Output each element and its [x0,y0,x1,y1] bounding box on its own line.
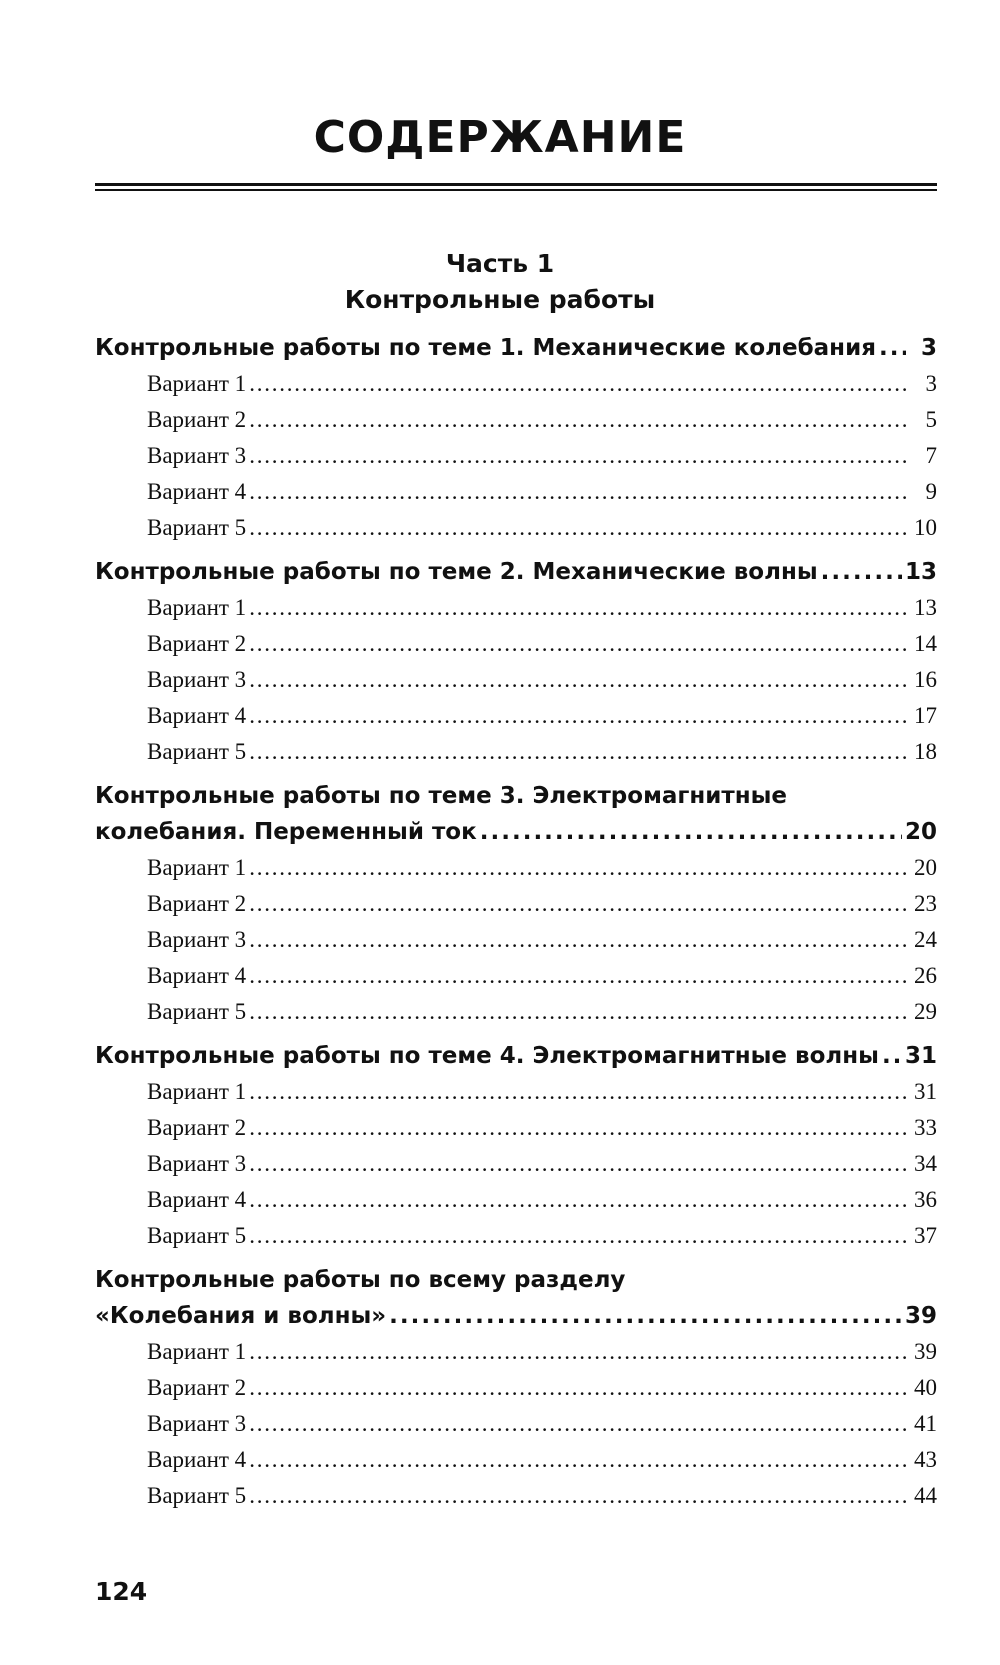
toc-section [95,778,937,1030]
toc-section-heading[interactable] [95,1038,937,1074]
variant-page-number: 14 [914,631,937,656]
dot-leader [249,958,906,994]
dot-leader [249,886,906,922]
toc-variant-entry[interactable] [95,1218,937,1254]
toc-variant-entry[interactable] [95,698,937,734]
dot-leader [249,438,906,474]
variant-label: Вариант 5 [147,999,247,1024]
variant-label: Вариант 4 [147,963,247,988]
dot-leader [249,1334,906,1370]
toc-variant-entry[interactable] [95,734,937,770]
variant-page-number: 43 [914,1447,937,1472]
dot-leader [249,1442,906,1478]
toc-variant-entry[interactable] [95,474,937,510]
section-heading-line [95,330,937,366]
section-heading-line [95,814,937,850]
variant-label: Вариант 1 [147,1339,247,1364]
toc-variant-entry[interactable] [95,366,937,402]
variant-page-number: 39 [914,1339,937,1364]
dot-leader [249,734,906,770]
dot-leader [249,402,906,438]
variant-page-number: 44 [914,1483,937,1508]
variant-label: Вариант 4 [147,1187,247,1212]
variant-page-number: 24 [914,927,937,952]
dot-leader [249,662,906,698]
dot-leader [249,366,906,402]
toc-variant-entry[interactable] [95,922,937,958]
dot-leader [389,1298,902,1334]
dot-leader [249,590,906,626]
variant-page-number: 31 [914,1079,937,1104]
variant-page-number: 7 [925,443,937,468]
dot-leader [249,1218,906,1254]
toc-variant-entry[interactable] [95,662,937,698]
part-title: Контрольные работы [344,285,656,314]
variant-label: Вариант 2 [147,407,247,432]
variant-page-number: 23 [914,891,937,916]
variant-page-number: 37 [914,1223,937,1248]
variant-label: Вариант 5 [147,739,247,764]
dot-leader [249,1478,906,1514]
title-rule-thin [95,189,937,191]
dot-leader [879,330,906,366]
variant-page-number: 16 [914,667,937,692]
variant-label: Вариант 2 [147,631,247,656]
variant-label: Вариант 2 [147,891,247,916]
dot-leader [249,850,906,886]
variant-label: Вариант 3 [147,667,247,692]
section-heading-label: Контрольные работы по теме 2. Механические волны [95,559,818,585]
section-heading-line [95,1038,937,1074]
part-number: Часть 1 [445,249,555,278]
variant-page-number: 9 [925,479,937,504]
toc-section [95,1038,937,1254]
variant-label: Вариант 5 [147,515,247,540]
variant-page-number: 34 [914,1151,937,1176]
variant-label: Вариант 5 [147,1223,247,1248]
section-heading-line [95,554,937,590]
variant-page-number: 18 [914,739,937,764]
dot-leader [249,922,906,958]
toc-variant-entry[interactable] [95,1334,937,1370]
variant-page-number: 26 [914,963,937,988]
dot-leader [249,698,906,734]
dot-leader [249,1074,906,1110]
toc-section [95,554,937,770]
section-page-number: 13 [904,559,937,585]
variant-label: Вариант 5 [147,1483,247,1508]
section-heading-label: Контрольные работы по теме 1. Механические колебания [95,335,876,361]
toc-variant-entry[interactable] [95,1406,937,1442]
section-heading-label: «Колебания и волны» [95,1303,387,1329]
variant-label: Вариант 3 [147,1411,247,1436]
title-rule-thick [95,183,937,186]
variant-page-number: 13 [914,595,937,620]
section-heading-first-line: Контрольные работы по всему разделу [95,1267,626,1293]
dot-leader [480,814,902,850]
page-number: 124 [95,1577,148,1606]
dot-leader [249,1146,906,1182]
dot-leader [249,1110,906,1146]
variant-label: Вариант 3 [147,1151,247,1176]
dot-leader [882,1038,902,1074]
toc-variant-entry[interactable] [95,402,937,438]
dot-leader [249,510,906,546]
toc-section-heading[interactable] [95,554,937,590]
section-heading-label: колебания. Переменный ток [95,819,477,845]
toc-variant-entry[interactable] [95,1478,937,1514]
variant-label: Вариант 4 [147,703,247,728]
toc-variant-entry[interactable] [95,438,937,474]
toc-section-heading[interactable] [95,778,937,850]
variant-page-number: 17 [914,703,937,728]
toc-variant-entry[interactable] [95,590,937,626]
variant-label: Вариант 3 [147,443,247,468]
variant-label: Вариант 4 [147,1447,247,1472]
section-heading-line [95,1298,937,1334]
section-heading-label: Контрольные работы по теме 4. Электромагнитные волны [95,1043,879,1069]
toc-variant-entry[interactable] [95,958,937,994]
variant-label: Вариант 2 [147,1115,247,1140]
toc-section [95,330,937,546]
variant-page-number: 5 [925,407,937,432]
toc-variant-entry[interactable] [95,1182,937,1218]
dot-leader [821,554,902,590]
variant-page-number: 41 [914,1411,937,1436]
variant-label: Вариант 3 [147,927,247,952]
dot-leader [249,1182,906,1218]
toc-variant-entry[interactable] [95,1370,937,1406]
toc-variant-entry[interactable] [95,626,937,662]
variant-label: Вариант 2 [147,1375,247,1400]
section-page-number: 20 [904,819,937,845]
page-title: СОДЕРЖАНИЕ [313,112,687,163]
variant-label: Вариант 1 [147,1079,247,1104]
variant-label: Вариант 1 [147,855,247,880]
toc-variant-entry[interactable] [95,1146,937,1182]
toc-section [95,1262,937,1514]
variant-page-number: 20 [914,855,937,880]
toc-variant-entry[interactable] [95,994,937,1030]
toc-variant-entry[interactable] [95,886,937,922]
variant-label: Вариант 1 [147,595,247,620]
variant-page-number: 29 [914,999,937,1024]
variant-page-number: 40 [914,1375,937,1400]
table-of-contents [95,330,937,1522]
variant-label: Вариант 4 [147,479,247,504]
variant-label: Вариант 1 [147,371,247,396]
dot-leader [249,1406,906,1442]
toc-variant-entry[interactable] [95,510,937,546]
section-heading-first-line: Контрольные работы по теме 3. Электромагнитные [95,783,788,809]
dot-leader [249,626,906,662]
toc-section-heading[interactable] [95,330,937,366]
variant-page-number: 33 [914,1115,937,1140]
dot-leader [249,474,906,510]
section-page-number: 31 [904,1043,937,1069]
section-page-number: 3 [920,335,937,361]
section-page-number: 39 [904,1303,937,1329]
toc-variant-entry[interactable] [95,1110,937,1146]
variant-page-number: 3 [925,371,937,396]
toc-variant-entry[interactable] [95,1442,937,1478]
dot-leader [249,1370,906,1406]
dot-leader [249,994,906,1030]
variant-page-number: 36 [914,1187,937,1212]
toc-variant-entry[interactable] [95,850,937,886]
toc-section-heading[interactable] [95,1262,937,1334]
toc-variant-entry[interactable] [95,1074,937,1110]
variant-page-number: 10 [914,515,937,540]
